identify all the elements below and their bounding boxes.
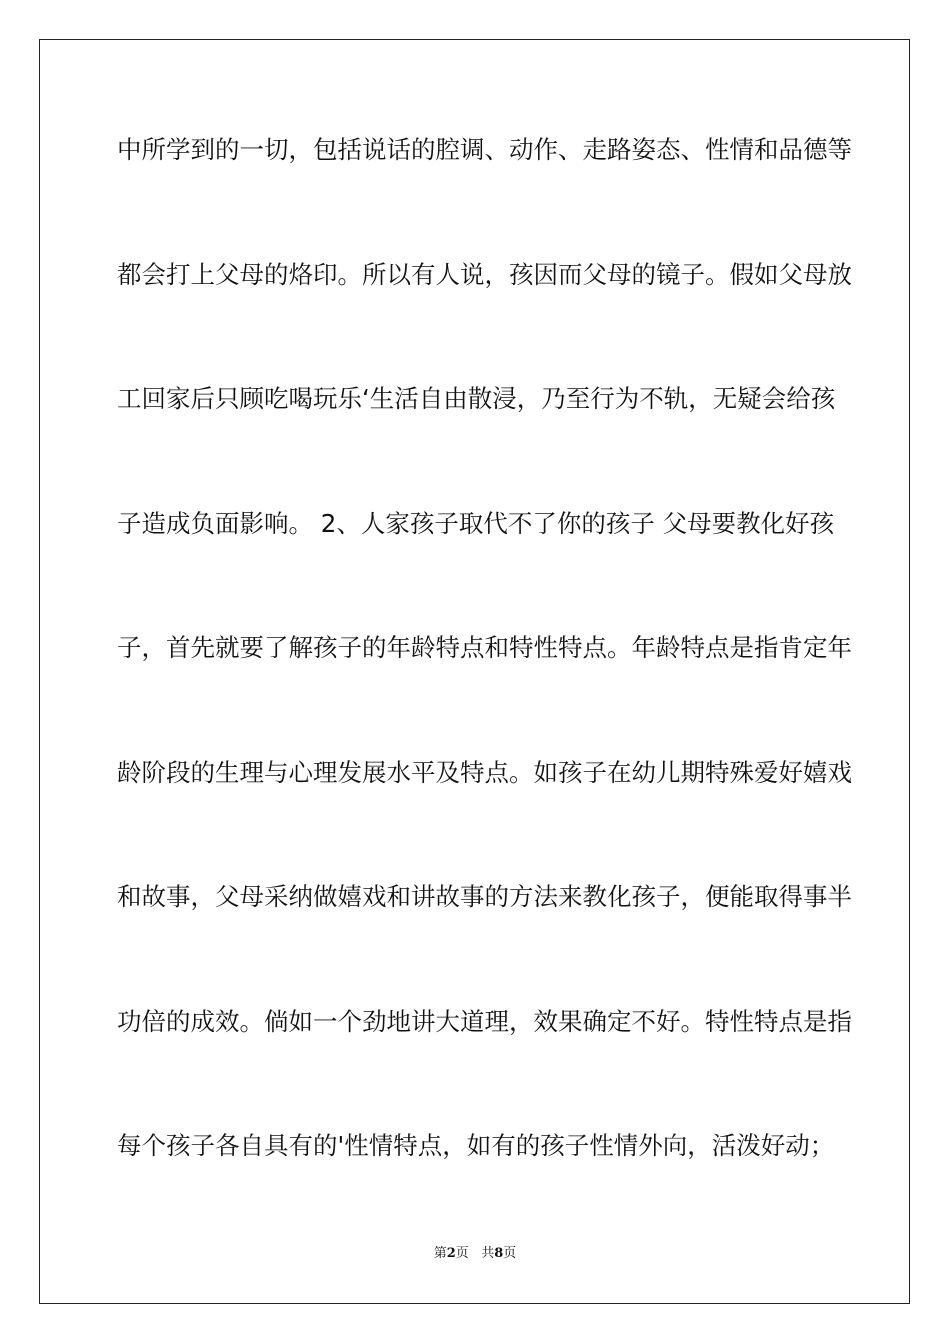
body-text [117, 112, 852, 1233]
text-line: 和故事，父母采纳做嬉戏和讲故事的方法来教化孩子，便能取得事半 [117, 882, 852, 911]
total-label-suffix: 页 [503, 1246, 517, 1261]
total-label-prefix: 共 [481, 1246, 495, 1261]
page-label-prefix: 第 [433, 1246, 447, 1261]
text-line: 每个孩子各自具有的'性情特点，如有的孩子性情外向，活泼好动； [117, 1131, 835, 1160]
text-line: 中所学到的一切，包括说话的腔调、动作、走路姿态、性情和品德等 [117, 135, 852, 164]
total-pages: 8 [494, 1246, 504, 1261]
text-line: 功倍的成效。倘如一个劲地讲大道理，效果确定不好。特性特点是指 [117, 1006, 852, 1036]
page-footer [0, 1242, 950, 1261]
text-line: 都会打上父母的烙印。所以有人说，孩因而父母的镜子。假如父母放 [117, 259, 852, 289]
page-number: 2 [446, 1246, 456, 1261]
page-label-suffix: 页 [455, 1246, 469, 1261]
text-line: 龄阶段的生理与心理发展水平及特点。如孩子在幼儿期特殊爱好嬉戏 [117, 757, 852, 787]
text-line: 工回家后只顾吃喝玩乐‘生活自由散浸，乃至行为不轨，无疑会给孩 [117, 384, 836, 413]
text-line: 子，首先就要了解孩子的年龄特点和特性特点。年龄特点是指肯定年 [117, 633, 852, 662]
text-line: 子造成负面影响。 2、人家孩子取代不了你的孩子 父母要教化好孩 [117, 508, 835, 538]
